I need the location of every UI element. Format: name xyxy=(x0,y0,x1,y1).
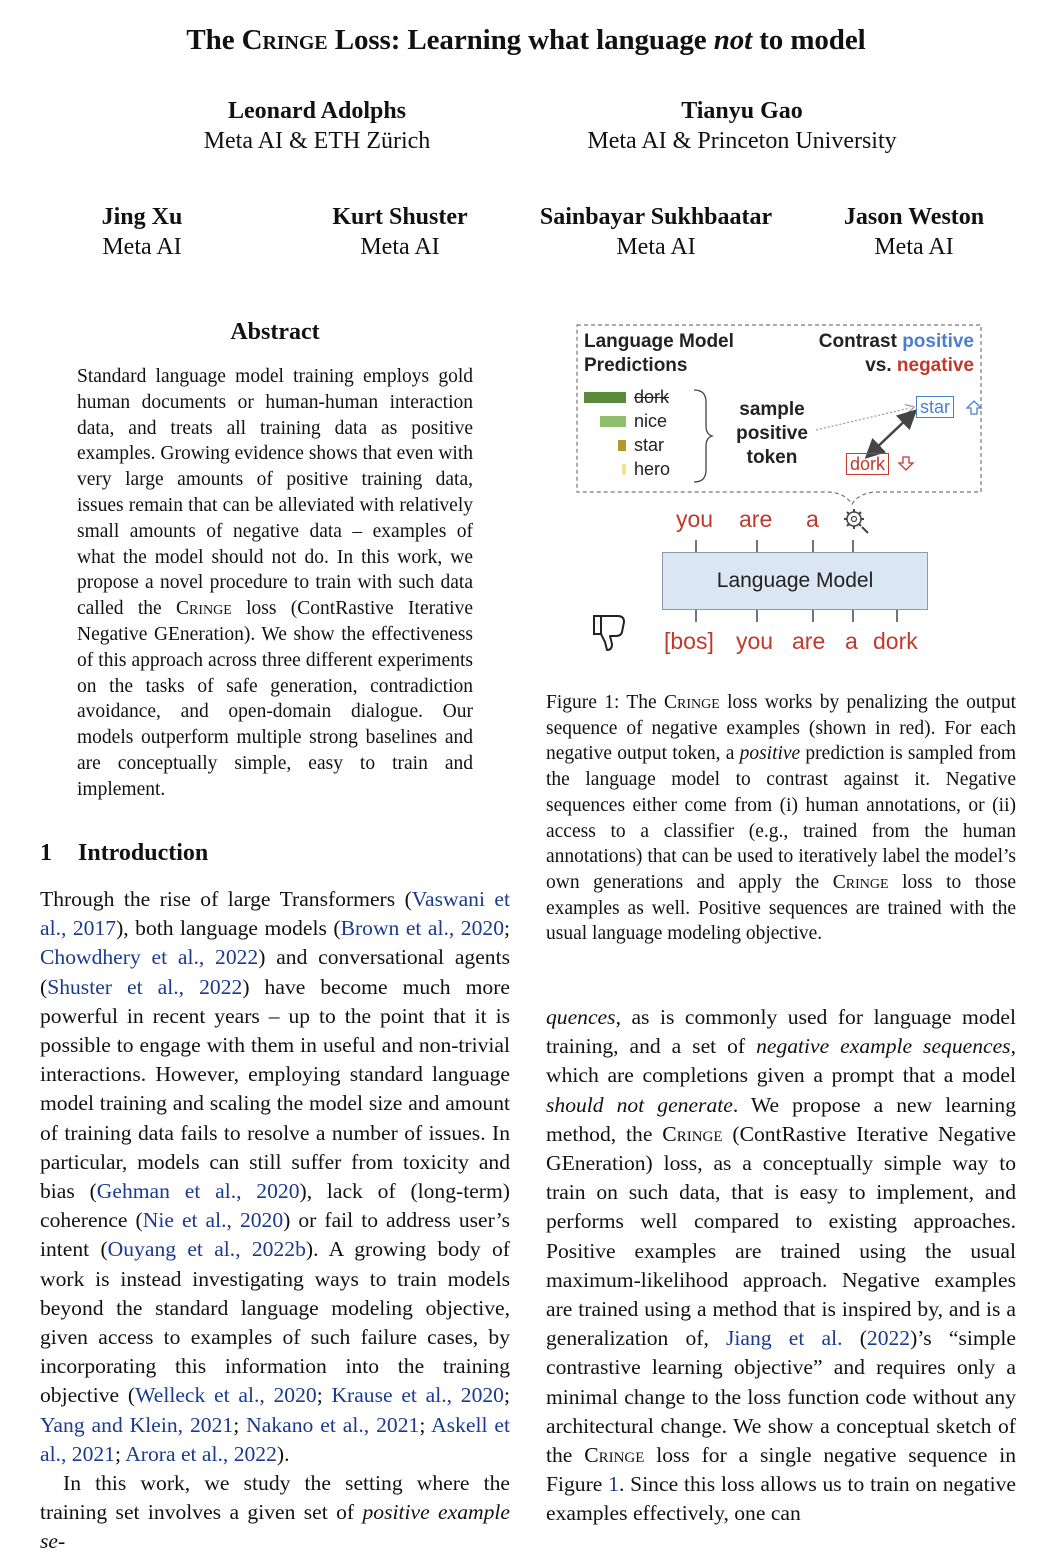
citation-link[interactable]: Welleck et al., 2020 xyxy=(135,1383,317,1408)
legend-label-hero: hero xyxy=(634,459,671,479)
predictions-title: Language Model Predictions xyxy=(584,331,734,376)
input-token: [bos] xyxy=(664,628,714,654)
input-token: are xyxy=(792,628,826,654)
author-weston: Jason Weston Meta AI xyxy=(843,204,985,260)
down-arrow-icon xyxy=(899,457,913,470)
citation-link[interactable]: Vaswani et al., 2017 xyxy=(40,887,510,941)
author-gao: Tianyu Gao Meta AI & Princeton University xyxy=(587,98,897,154)
author-shuster: Kurt Shuster Meta AI xyxy=(332,204,468,260)
citation-link[interactable]: Shuster et al., 2022 xyxy=(47,974,243,999)
author-adolphs: Leonard Adolphs Meta AI & ETH Zürich xyxy=(203,98,431,154)
input-token: you xyxy=(736,628,774,654)
brace xyxy=(694,390,712,482)
legend-swatch-hero xyxy=(622,464,626,475)
legend-swatch-nice xyxy=(600,416,626,427)
citation-link[interactable]: Brown et al., 2020 xyxy=(340,916,504,941)
citation-link[interactable]: 2022 xyxy=(866,1326,911,1351)
output-token: are xyxy=(739,506,773,532)
output-token: you xyxy=(676,506,714,532)
positive-token-tag: star xyxy=(916,396,954,418)
input-token: a xyxy=(845,628,858,654)
author-sukhbaatar: Sainbayar Sukhbaatar Meta AI xyxy=(539,204,773,260)
intro-paragraph-2: In this work, we study the setting where the training set involves a given set of positive example se- xyxy=(40,1471,510,1554)
input-token: dork xyxy=(873,628,918,654)
citation-link[interactable]: Chowdhery et al., 2022 xyxy=(40,945,259,970)
citation-link[interactable]: Jiang et al. xyxy=(726,1326,843,1351)
section-heading-introduction: 1 Introduction xyxy=(40,840,209,866)
legend-label-nice: nice xyxy=(634,411,668,431)
citation-link[interactable]: Arora et al., 2022 xyxy=(125,1441,277,1466)
legend-label-star: star xyxy=(634,435,665,455)
intro-right-column xyxy=(546,1003,1016,1529)
negative-token-tag: dork xyxy=(846,453,889,475)
citation-link[interactable]: Nie et al., 2020 xyxy=(142,1208,284,1233)
abstract-heading: Abstract xyxy=(230,319,320,345)
intro-paragraph-2-continued: quences, as is commonly used for language model training, and a set of negative example sequences, which are completions given a prompt that a model should not generate. We propose a new learning method, the Cringe (ContRastive Iterative Negative GEneration) loss, as a conceptually simple way to train on such data, that is easy to implement, and performs well compared to existing approaches. Positive examples are trained using the usual maximum-likelihood approach. Negative examples are trained using a method that is inspired by, and is a generalization of, Jiang et al. (2022)’s “simple contrastive learning objective” and requires only a minimal change to the loss function code without any architectural change. We show a conceptual sketch of the Cringe loss for a single negative sequence in Figure 1. Since this loss allows us to train on negative examples effectively, one can xyxy=(546,1005,1017,1526)
sample-gear-icon xyxy=(844,509,868,533)
legend-swatch-dork xyxy=(584,392,626,403)
citation-link[interactable]: Nakano et al., 2021 xyxy=(246,1412,420,1437)
thumbs-down-icon xyxy=(594,616,624,650)
figure-1 xyxy=(560,318,1000,668)
intro-left-column xyxy=(40,885,510,1557)
contrast-arrow xyxy=(872,416,910,452)
paper-title: The Cringe Loss: Learning what language not to model xyxy=(186,24,866,56)
citation-link[interactable]: Gehman et al., 2020 xyxy=(96,1179,300,1204)
legend-swatch-star xyxy=(618,440,626,451)
abstract-body: Standard language model training employs gold human documents or human-human interaction data, and treats all training data as positive examples. Growing evidence shows that even with very large amounts of positive training data, issues remain that can be alleviated with relatively small amounts of negative data – examples of what the model should not do. In this work, we propose a novel procedure to train with such data called the Cringe loss (ContRastive Iterative Negative GEneration). We show the effectiveness of this approach across three different experiments on the tasks of safe generation, contradiction avoidance, and open-domain dialogue. Our models outperform multiple strong baselines and are conceptually simple, easy to train and implement. xyxy=(77,366,473,800)
legend-label-dork: dork xyxy=(634,387,670,407)
citation-link[interactable]: Yang and Klein, 2021 xyxy=(40,1412,234,1437)
citation-link[interactable]: Ouyang et al., 2022b xyxy=(107,1237,306,1262)
sample-positive-token-label: sample positive token xyxy=(736,399,808,468)
contrast-title: Contrast positive vs. negative xyxy=(818,331,974,376)
author-xu: Jing Xu Meta AI xyxy=(101,204,183,260)
sample-arrow xyxy=(816,408,910,430)
output-token: a xyxy=(806,506,819,532)
citation-link[interactable]: Krause et al., 2020 xyxy=(331,1383,504,1408)
citation-link[interactable]: Askell et al., 2021 xyxy=(40,1412,510,1466)
figure-1-caption: Figure 1: The Cringe loss works by penalizing the output sequence of negative examples (shown in red). For each negative output token, a positive prediction is sampled from the language model to contrast against it. Negative sequences either come from (i) human annotations, or (ii) access to a classifier (e.g., trained from the human annotations) that can be used to iteratively label the model’s own generations and apply the Cringe loss to those examples as well. Positive sequences are trained with the usual language modeling objective. xyxy=(546,692,1017,945)
intro-paragraph-1: Through the rise of large Transformers (Vaswani et al., 2017), both language models (Brown et al., 2020; Chowdhery et al., 2022) and conversational agents (Shuster et al., 2022) have become much more powerful in recent years – up to the point that it is possible to engage with them in useful and non-trivial interactions. However, employing standard language model training and scaling the model size and amount of training data fails to resolve a number of issues. In particular, models can still suffer from toxicity and bias (Gehman et al., 2020), lack of (long-term) coherence (Nie et al., 2020) or fail to address user’s intent (Ouyang et al., 2022b). A growing body of work is instead investigating ways to train models beyond the standard language modeling objective, given access to examples of such failure cases, by incorporating this information into the training objective (Welleck et al., 2020; Krause et al., 2020; Yang and Klein, 2021; Nakano et al., 2021; Askell et al., 2021; Arora et al., 2022). xyxy=(40,887,510,1466)
up-arrow-icon xyxy=(967,401,981,414)
figure-reference-link[interactable]: 1 xyxy=(608,1472,619,1497)
language-model-box: Language Model xyxy=(662,552,928,610)
